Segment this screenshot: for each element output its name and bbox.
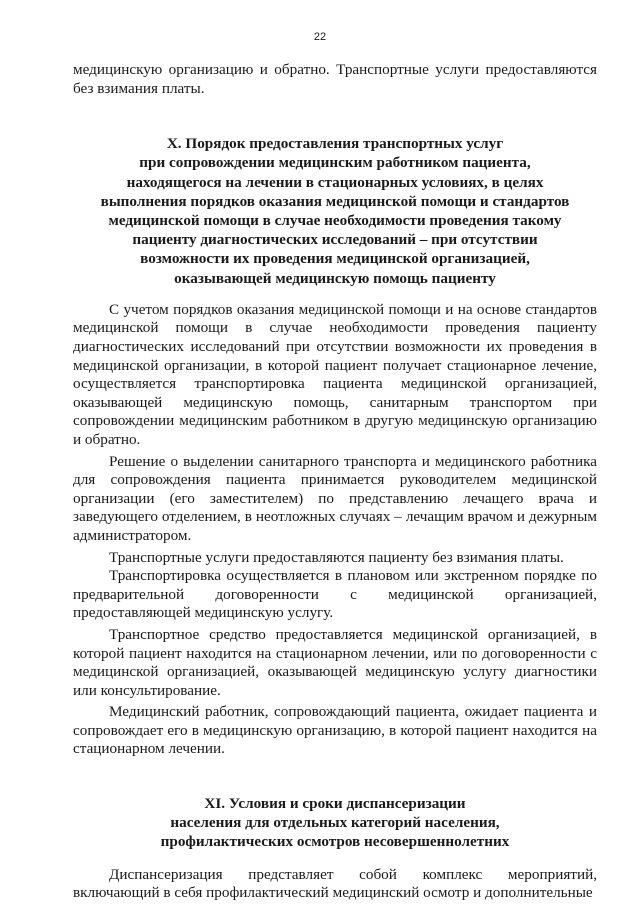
section-x-paragraph: Транспортное средство предоставляется медицинской организацией, в которой пациент находится на стационарном лечении, или по договоренности с медицинской организацией, оказывающей медицинскую услугу диагностики или консультирование. xyxy=(73,625,597,699)
section-xi-heading-line: XI. Условия и сроки диспансеризации xyxy=(204,795,466,813)
section-x-paragraph: Транспортные услуги предоставляются пациенту без взимания платы. xyxy=(109,548,564,566)
section-xi-paragraph: Диспансеризация представляет собой комплекс мероприятий, включающий в себя профилактический медицинский осмотр и дополнительные xyxy=(73,865,597,902)
continuation-paragraph: медицинскую организацию и обратно. Транспортные услуги предоставляются без взимания платы. xyxy=(73,61,597,97)
section-xi-heading-line: профилактических осмотров несовершеннолетних xyxy=(160,833,510,851)
section-x-paragraph: Транспортировка осуществляется в плановом или экстренном порядке по предварительной договоренности с медицинской организацией, предоставляющей медицинскую услугу. xyxy=(73,567,597,622)
page-number: 22 xyxy=(313,31,327,43)
section-x-paragraph: Медицинский работник, сопровождающий пациента, ожидает пациента и сопровождает его в медицинскую организацию, в которой пациент находится на стационарном лечении. xyxy=(73,703,597,758)
section-x-paragraph: С учетом порядков оказания медицинской помощи и на основе стандартов медицинской помощи в случае необходимости проведения пациенту диагностических исследований при отсутствии возможности их проведения в медицинской организации, в которой пациент получает стационарное лечение, осуществляется транспортировка пациента медицинской организацией, оказывающей медицинскую помощь, санитарным транспортом при сопровождении медицинским работником в другую медицинскую организацию и обратно. xyxy=(73,300,597,448)
section-x-heading-line: X. Порядок предоставления транспортных услуг xyxy=(166,135,504,153)
section-x-heading-line: находящегося на лечении в стационарных условиях, в целях xyxy=(126,173,544,191)
section-x-heading-line: при сопровождении медицинским работником пациента, xyxy=(139,154,531,172)
section-x-heading-line: медицинской помощи в случае необходимости проведения такому xyxy=(108,212,562,229)
section-x-heading-line: оказывающей медицинскую помощь пациенту xyxy=(174,269,496,287)
section-x-heading-line: пациенту диагностических исследований – при отсутствии xyxy=(132,231,538,249)
section-x-heading-line: возможности их проведения медицинской организацией, xyxy=(140,250,530,268)
section-x-heading xyxy=(73,134,597,288)
page-content xyxy=(73,61,597,903)
section-xi-heading xyxy=(73,794,597,852)
section-xi-heading-line: населения для отдельных категорий населения, xyxy=(170,814,500,832)
section-x-heading-line: выполнения порядков оказания медицинской помощи и стандартов xyxy=(100,192,570,210)
section-x-paragraph: Решение о выделении санитарного транспорта и медицинского работника для сопровождения пациента принимается руководителем медицинской организации (его заместителем) по представлению лечащего врача и заведующего отделением, в неотложных случаях – лечащим врачом и дежурным администратором. xyxy=(73,452,597,544)
